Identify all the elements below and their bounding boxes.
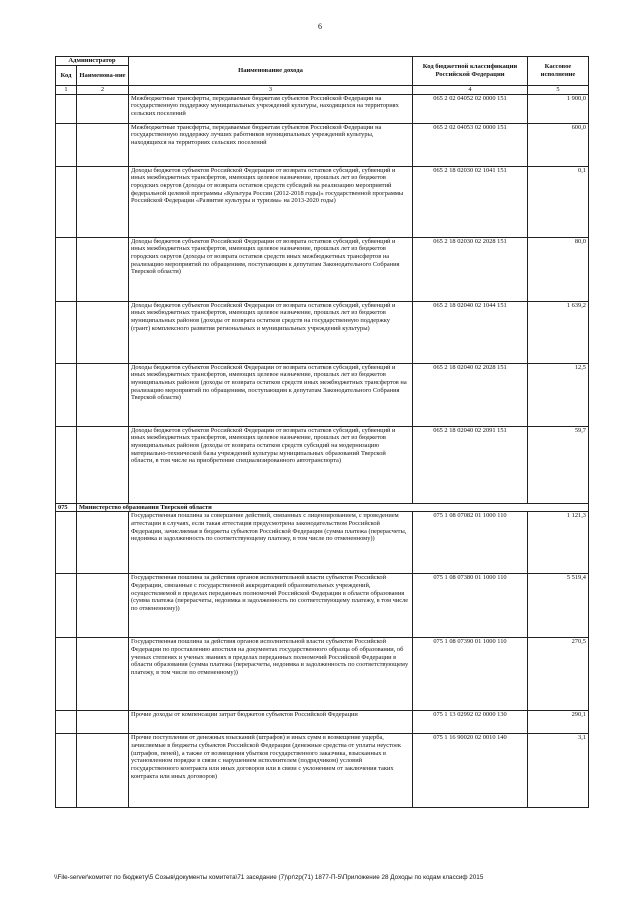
budget-code: 065 2 18 02030 02 1041 151 [413,166,528,237]
amount: 1 639,2 [528,301,589,363]
budget-code: 075 1 08 07082 01 1000 110 [413,512,528,574]
budget-code: 065 2 18 02030 02 2028 151 [413,237,528,301]
administrator-name: Министерство образования Тверской области [77,503,589,512]
amount: 3,1 [528,734,589,808]
header-cash-execution: Кассовое исполнение [528,57,589,86]
column-number: 5 [528,86,589,95]
column-number: 4 [413,86,528,95]
table-row [56,734,589,808]
amount: 12,5 [528,363,589,426]
income-name: Доходы бюджетов субъектов Российской Федерации от возврата остатков субсидий, субвенций и иных межбюджетных трансфертов, имеющих целевое назначение, прошлых лет из бюджетов городских округов (доходы от возврата остатков средств субсидий на реализацию мероприятий федеральной целевой программы «Культура России (2012-2018 годы)» государственной программы Российской Федерации «Развитие культуры и туризма» на 2013-2020 годы) [129,166,413,237]
income-name: Доходы бюджетов субъектов Российской Федерации от возврата остатков субсидий, субвенций и иных межбюджетных трансфертов, имеющих целевое назначение, прошлых лет из бюджетов городских округов (доходы от возврата остатков средств иных межбюджетных трансфертов на реализацию мероприятий по обращениям, поступающим к депутатам Законодательного Собрания Тверской области) [129,237,413,301]
table-row [56,638,589,711]
amount: 0,1 [528,166,589,237]
income-name: Прочие доходы от компенсации затрат бюджетов субъектов Российской Федерации [129,711,413,734]
income-name: Государственная пошлина за действия органов исполнительной власти субъектов Российской Федерации, связанные с государственной аккредитацией образовательных учреждений, осуществляемой в пределах переданных полномочий Российской Федерации в области образования (сумма платежа (перерасчеты, недоимка и задолженность по соответствующему платежу, в том числе по отмененному)) [129,574,413,638]
header-administrator: Администратор [56,57,129,66]
income-name: Доходы бюджетов субъектов Российской Федерации от возврата остатков субсидий, субвенций и иных межбюджетных трансфертов, имеющих целевое назначение, прошлых лет из бюджетов муниципальных районов (доходы от возврата остатков средств на государственную поддержку (грант) комплексного развития региональных и муниципальных учреждений культуры) [129,301,413,363]
administrator-code: 075 [56,503,77,512]
budget-code: 065 2 02 04053 02 0000 151 [413,123,528,166]
table-row [56,711,589,734]
file-path-footer: \\File-server\комитет по бюджету\5 Созыв\документы комитета\71 заседание (7)\pr\zp(71) 1877-П-5\Приложение 28 Доходы по кодам классиф 2015 [54,874,484,881]
header-income-name: Наименование дохода [129,57,413,86]
income-name: Доходы бюджетов субъектов Российской Федерации от возврата остатков субсидий, субвенций и иных межбюджетных трансфертов, имеющих целевое назначение, прошлых лет из бюджетов муниципальных районов (доходы от возврата остатков средств субсидий на модернизацию материально-технической базы учреждений культуры муниципальных образований Тверской области, в том числе на приобретение специализированного автотранспорта) [129,426,413,503]
header-code: Код [56,66,77,86]
header-budget-code: Код бюджетной классификации Российской Федерации [413,57,528,86]
table-row [56,301,589,363]
budget-code: 065 2 18 02040 02 2028 151 [413,363,528,426]
column-number: 1 [56,86,77,95]
table-row [56,574,589,638]
income-name: Межбюджетные трансферты, передаваемые бюджетам субъектов Российской Федерации на государственную поддержку муниципальных учреждений культуры, находящихся на территориях сельских поселений [129,94,413,123]
table-row [56,94,589,123]
table-row [56,123,589,166]
table-row [56,512,589,574]
table-row [56,166,589,237]
amount: 290,1 [528,711,589,734]
income-name: Прочие поступления от денежных взысканий (штрафов) и иных сумм в возмещение ущерба, зачисляемые в бюджеты субъектов Российской Федерации (денежные средства от уплаты неустоек (штрафов, пеней), а также от возмещения убытков государственного заказчика, взысканных в установленном порядке в связи с нарушением исполнителем (подрядчиком) условий государственного контракта или иных договоров или в связи с уклонением от заключения таких контракта или иных договоров) [129,734,413,808]
table-row [56,363,589,426]
column-number: 2 [77,86,129,95]
amount: 5 519,4 [528,574,589,638]
budget-code: 075 1 13 02992 02 0000 130 [413,711,528,734]
amount: 1 121,3 [528,512,589,574]
amount: 80,0 [528,237,589,301]
budget-code: 065 2 02 04052 02 0000 151 [413,94,528,123]
page-number: 6 [318,22,322,31]
income-name: Государственная пошлина за совершение действий, связанных с лицензированием, с проведением аттестации в случаях, если такая аттестация предусмотрена законодательством Российской Федерации, зачисляемая в бюджеты субъектов Российской Федерации (сумма платежа (перерасчеты, недоимка и задолженность по соответствующему платежу, в том числе по отмененному)) [129,512,413,574]
amount: 59,7 [528,426,589,503]
administrator-row [56,503,589,512]
budget-code: 065 2 18 02040 02 1044 151 [413,301,528,363]
income-name: Государственная пошлина за действия органов исполнительной власти субъектов Российской Федерации по проставлению апостиля на документах государственного образца об образовании, об ученых степенях и ученых званиях в пределах переданных полномочий Российской Федерации в области образования (сумма платежа (перерасчеты, недоимка и задолженность по соответствующему платежу, в том числе по отмененному)) [129,638,413,711]
budget-code: 075 1 08 07380 01 1000 110 [413,574,528,638]
income-name: Межбюджетные трансферты, передаваемые бюджетам субъектов Российской Федерации на государственную поддержку лучших работников муниципальных учреждений культуры, находящихся на территориях сельских поселений [129,123,413,166]
amount: 270,5 [528,638,589,711]
header-admin-name: Наименова-ние [77,66,129,86]
table-row [56,237,589,301]
revenue-table [55,56,589,808]
budget-code: 075 1 08 07390 01 1000 110 [413,638,528,711]
amount: 1 900,0 [528,94,589,123]
budget-code: 075 1 16 90020 02 0010 140 [413,734,528,808]
table-row [56,426,589,503]
column-number: 3 [129,86,413,95]
budget-code: 065 2 18 02040 02 2091 151 [413,426,528,503]
amount: 600,0 [528,123,589,166]
income-name: Доходы бюджетов субъектов Российской Федерации от возврата остатков субсидий, субвенций и иных межбюджетных трансфертов, имеющих целевое назначение, прошлых лет из бюджетов муниципальных районов (доходы от возврата остатков средств иных межбюджетных трансфертов на реализацию мероприятий по обращениям, поступающим к депутатам Законодательного Собрания Тверской области) [129,363,413,426]
